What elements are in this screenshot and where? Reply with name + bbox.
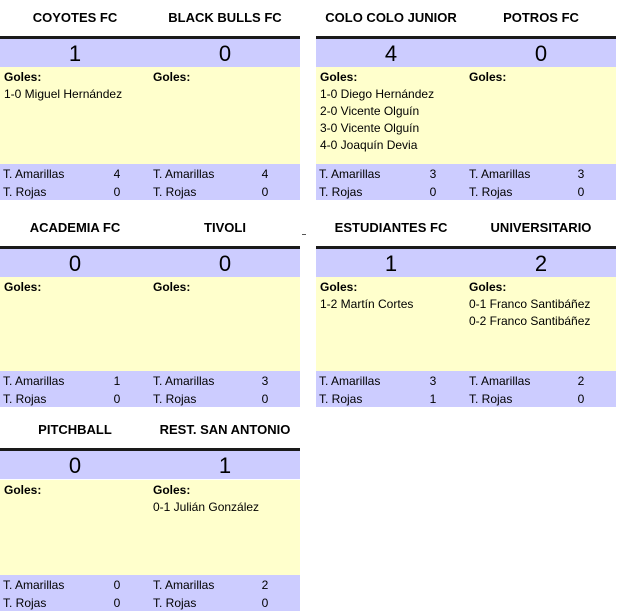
yellow-cards-value: 1: [113, 374, 121, 388]
away-yellow-cards: [153, 576, 300, 594]
home-team-name: COYOTES FC: [32, 10, 118, 25]
away-score: 0: [218, 41, 232, 66]
red-cards-value: 0: [577, 185, 585, 199]
home-red-cards: [3, 594, 150, 612]
goals-label: Goles:: [153, 483, 191, 497]
red-cards-value: 0: [113, 185, 121, 199]
goals-label: Goles:: [153, 70, 191, 84]
team-names-row: [316, 0, 616, 36]
yellow-cards-label: T. Amarillas: [319, 167, 381, 181]
away-goals: [153, 69, 299, 86]
away-score: 0: [534, 41, 548, 66]
red-cards-label: T. Rojas: [153, 392, 197, 406]
red-cards-label: T. Rojas: [153, 185, 197, 199]
red-cards-value: 1: [429, 392, 437, 406]
home-yellow-cards: [319, 372, 466, 390]
goals-section: [316, 67, 616, 164]
away-score: 2: [534, 251, 548, 276]
away-red-cards: [469, 183, 616, 201]
home-team-name: ACADEMIA FC: [29, 220, 121, 235]
goal-entry: 1-0 Miguel Hernández: [4, 87, 123, 101]
home-yellow-cards: [3, 372, 150, 390]
away-team-name: UNIVERSITARIO: [490, 220, 592, 235]
home-red-cards: [319, 390, 466, 408]
goals-label: Goles:: [469, 70, 507, 84]
away-goals: [469, 69, 615, 86]
away-team-name: TIVOLI: [204, 220, 246, 235]
yellow-cards-value: 3: [577, 167, 585, 181]
match-card: [316, 210, 616, 410]
yellow-cards-label: T. Amarillas: [153, 578, 215, 592]
home-red-cards: [3, 390, 150, 408]
yellow-cards-label: T. Amarillas: [3, 578, 65, 592]
score-bar: [0, 36, 300, 67]
away-score: 0: [218, 251, 232, 276]
home-yellow-cards: [3, 165, 150, 183]
goal-entry: 0-1 Franco Santibáñez: [469, 297, 591, 311]
home-yellow-cards: [3, 576, 150, 594]
match-card: [0, 412, 300, 612]
away-goals: [469, 279, 615, 330]
cards-section: [0, 164, 300, 200]
home-score: 0: [68, 251, 82, 276]
away-yellow-cards: [153, 372, 300, 390]
home-score: 4: [384, 41, 398, 66]
yellow-cards-label: T. Amarillas: [153, 374, 215, 388]
red-cards-label: T. Rojas: [153, 596, 197, 610]
away-red-cards: [153, 183, 300, 201]
away-team-name: POTROS FC: [503, 10, 579, 25]
goals-label: Goles:: [320, 70, 358, 84]
match-card: [0, 210, 300, 410]
home-goals: [4, 69, 150, 103]
yellow-cards-value: 0: [113, 578, 121, 592]
score-bar: [316, 36, 616, 67]
goal-entry: 2-0 Vicente Olguín: [320, 104, 420, 118]
red-cards-label: T. Rojas: [469, 392, 513, 406]
away-team-name: BLACK BULLS FC: [168, 10, 282, 25]
team-names-row: [316, 210, 616, 246]
away-yellow-cards: [469, 165, 616, 183]
goals-section: [0, 277, 300, 371]
team-names-row: [0, 210, 300, 246]
cards-section: [0, 371, 300, 407]
goal-entry: 0-1 Julián González: [153, 500, 260, 514]
red-cards-label: T. Rojas: [319, 185, 363, 199]
red-cards-value: 0: [429, 185, 437, 199]
yellow-cards-label: T. Amarillas: [319, 374, 381, 388]
yellow-cards-value: 2: [577, 374, 585, 388]
goals-section: [316, 277, 616, 371]
score-bar: [0, 246, 300, 277]
cards-section: [316, 371, 616, 407]
yellow-cards-label: T. Amarillas: [153, 167, 215, 181]
goals-section: [0, 480, 300, 575]
away-score: 1: [218, 453, 232, 478]
goals-label: Goles:: [4, 483, 42, 497]
red-cards-value: 0: [113, 596, 121, 610]
home-yellow-cards: [319, 165, 466, 183]
home-score: 1: [384, 251, 398, 276]
yellow-cards-label: T. Amarillas: [3, 167, 65, 181]
goals-label: Goles:: [469, 280, 507, 294]
away-goals: [153, 279, 299, 296]
away-team-name: REST. SAN ANTONIO: [159, 422, 291, 437]
goal-entry: 1-0 Diego Hernández: [320, 87, 435, 101]
red-cards-label: T. Rojas: [319, 392, 363, 406]
home-team-name: PITCHBALL: [38, 422, 112, 437]
goal-entry: 1-2 Martín Cortes: [320, 297, 414, 311]
red-cards-value: 0: [261, 392, 269, 406]
cards-section: [0, 575, 300, 611]
red-cards-label: T. Rojas: [3, 185, 47, 199]
team-names-row: [0, 0, 300, 36]
red-cards-label: T. Rojas: [3, 392, 47, 406]
team-names-row: [0, 412, 300, 448]
goals-label: Goles:: [4, 70, 42, 84]
home-goals: [320, 279, 466, 313]
away-yellow-cards: [153, 165, 300, 183]
away-goals: [153, 482, 299, 516]
goal-entry: 3-0 Vicente Olguín: [320, 121, 420, 135]
yellow-cards-value: 3: [261, 374, 269, 388]
yellow-cards-value: 3: [429, 374, 437, 388]
red-cards-value: 0: [261, 185, 269, 199]
goal-entry: 4-0 Joaquín Devia: [320, 138, 418, 152]
away-red-cards: [153, 390, 300, 408]
goals-label: Goles:: [153, 280, 191, 294]
yellow-cards-label: T. Amarillas: [469, 374, 531, 388]
score-bar: [0, 448, 300, 479]
goals-label: Goles:: [4, 280, 42, 294]
cards-section: [316, 164, 616, 200]
yellow-cards-value: 2: [261, 578, 269, 592]
home-score: 0: [68, 453, 82, 478]
away-red-cards: [153, 594, 300, 612]
goals-label: Goles:: [320, 280, 358, 294]
yellow-cards-value: 3: [429, 167, 437, 181]
red-cards-value: 0: [577, 392, 585, 406]
home-score: 1: [68, 41, 82, 66]
home-goals: [4, 482, 150, 499]
home-red-cards: [3, 183, 150, 201]
yellow-cards-label: T. Amarillas: [469, 167, 531, 181]
score-bar: [316, 246, 616, 277]
home-red-cards: [319, 183, 466, 201]
home-goals: [4, 279, 150, 296]
goal-entry: 0-2 Franco Santibáñez: [469, 314, 591, 328]
match-card: [316, 0, 616, 200]
red-cards-value: 0: [261, 596, 269, 610]
red-cards-label: T. Rojas: [3, 596, 47, 610]
yellow-cards-label: T. Amarillas: [3, 374, 65, 388]
away-red-cards: [469, 390, 616, 408]
red-cards-label: T. Rojas: [469, 185, 513, 199]
yellow-cards-value: 4: [261, 167, 269, 181]
goals-section: [0, 67, 300, 164]
home-team-name: ESTUDIANTES FC: [334, 220, 448, 235]
away-yellow-cards: [469, 372, 616, 390]
red-cards-value: 0: [113, 392, 121, 406]
yellow-cards-value: 4: [113, 167, 121, 181]
separator-dash: [302, 234, 306, 235]
home-team-name: COLO COLO JUNIOR: [325, 10, 457, 25]
match-card: [0, 0, 300, 200]
home-goals: [320, 69, 466, 154]
